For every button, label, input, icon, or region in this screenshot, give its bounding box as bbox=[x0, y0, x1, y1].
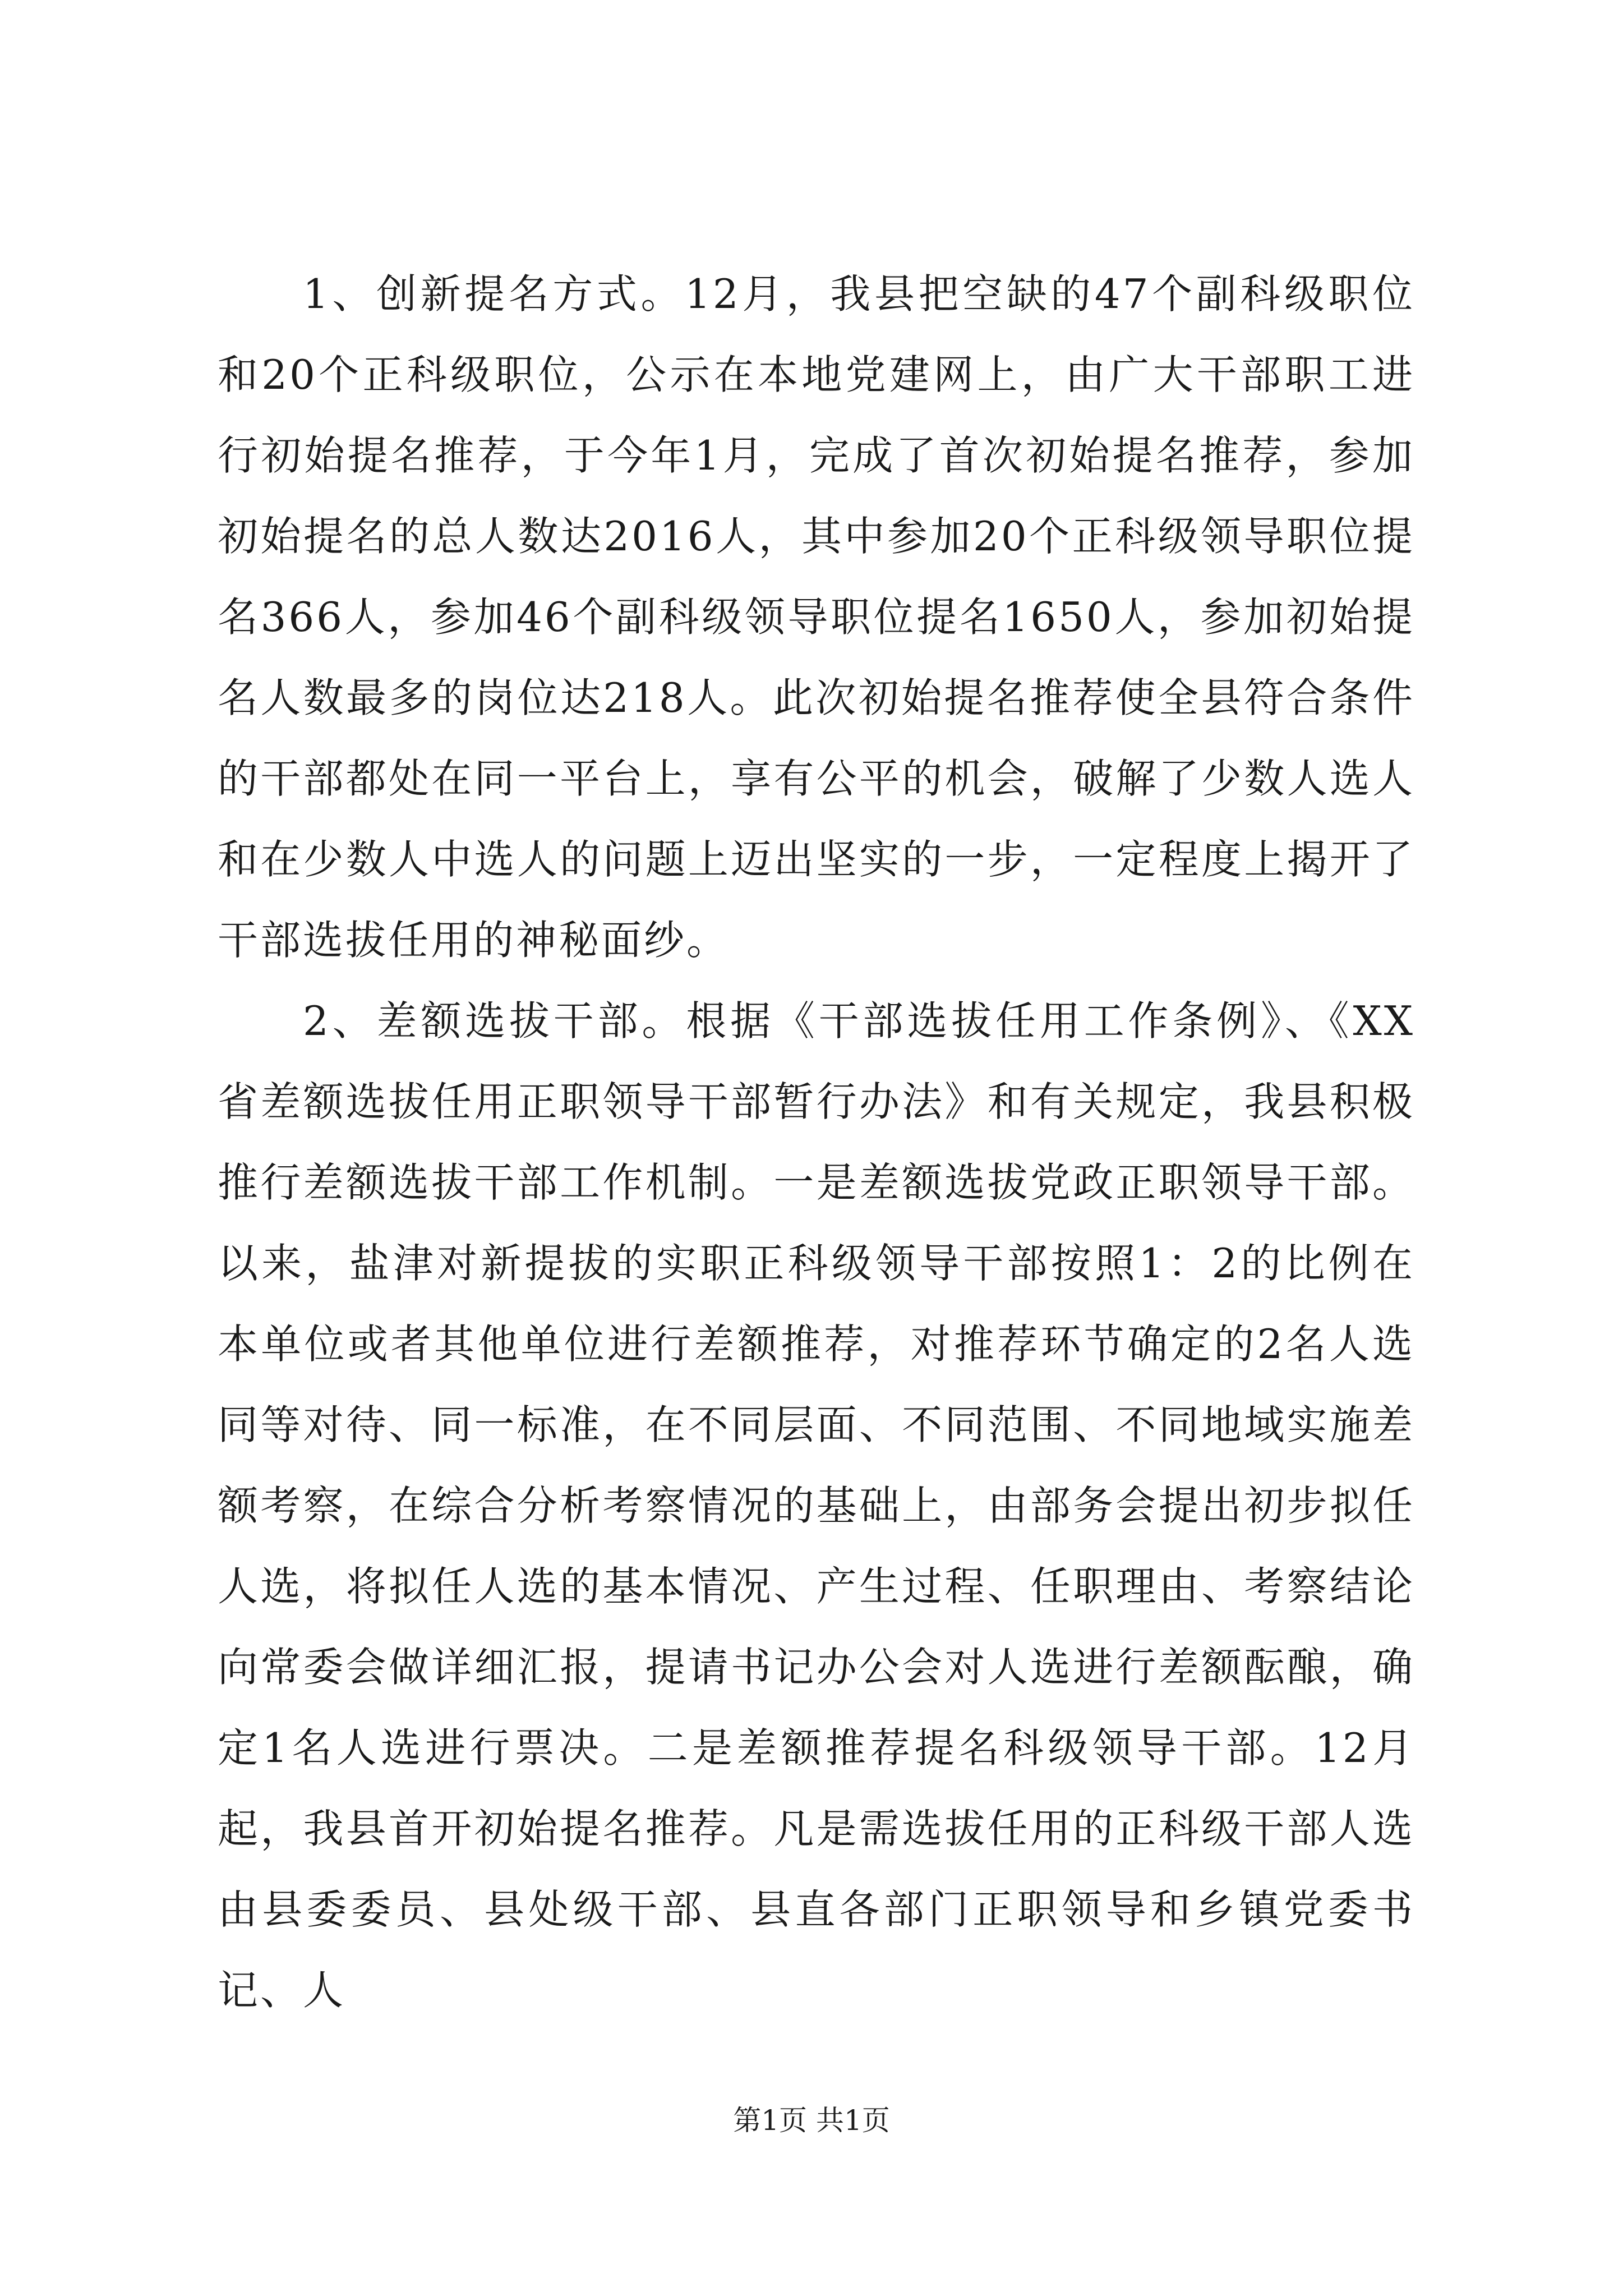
paragraph-2: 2、差额选拔干部。根据《干部选拔任用工作条例》、《XX省差额选拔任用正职领导干部暂行办法》和有关规定，我县积极推行差额选拔干部工作机制。一是差额选拔党政正职领导干部。以来，盐津对新提拔的实职正科级领导干部按照1：2的比例在本单位或者其他单位进行差额推荐，对推荐环节确定的2名人选同等对待、同一标准，在不同层面、不同范围、不同地域实施差额考察，在综合分析考察情况的基础上，由部务会提出初步拟任人选，将拟任人选的基本情况、产生过程、任职理由、考察结论向常委会做详细汇报，提请书记办公会对人选进行差额酝酿，确定1名人选进行票决。二是差额推荐提名科级领导干部。12月起，我县首开初始提名推荐。凡是需选拔任用的正科级干部人选由县委委员、县处级干部、县直各部门正职领导和乡镇党委书记、人 bbox=[218, 997, 1415, 2014]
document-body bbox=[218, 254, 1415, 2031]
page-footer: 第1页 共1页 bbox=[733, 2104, 890, 2137]
paragraph-1: 1、创新提名方式。12月，我县把空缺的47个副科级职位和20个正科级职位，公示在本地党建网上，由广大干部职工进行初始提名推荐，于今年1月，完成了首次初始提名推荐，参加初始提名的总人数达2016人，其中参加20个正科级领导职位提名366人，参加46个副科级领导职位提名1650人，参加初始提名人数最多的岗位达218人。此次初始提名推荐使全县符合条件的干部都处在同一平台上，享有公平的机会，破解了少数人选人和在少数人中选人的问题上迈出坚实的一步，一定程度上揭开了干部选拔任用的神秘面纱。 bbox=[218, 270, 1415, 964]
